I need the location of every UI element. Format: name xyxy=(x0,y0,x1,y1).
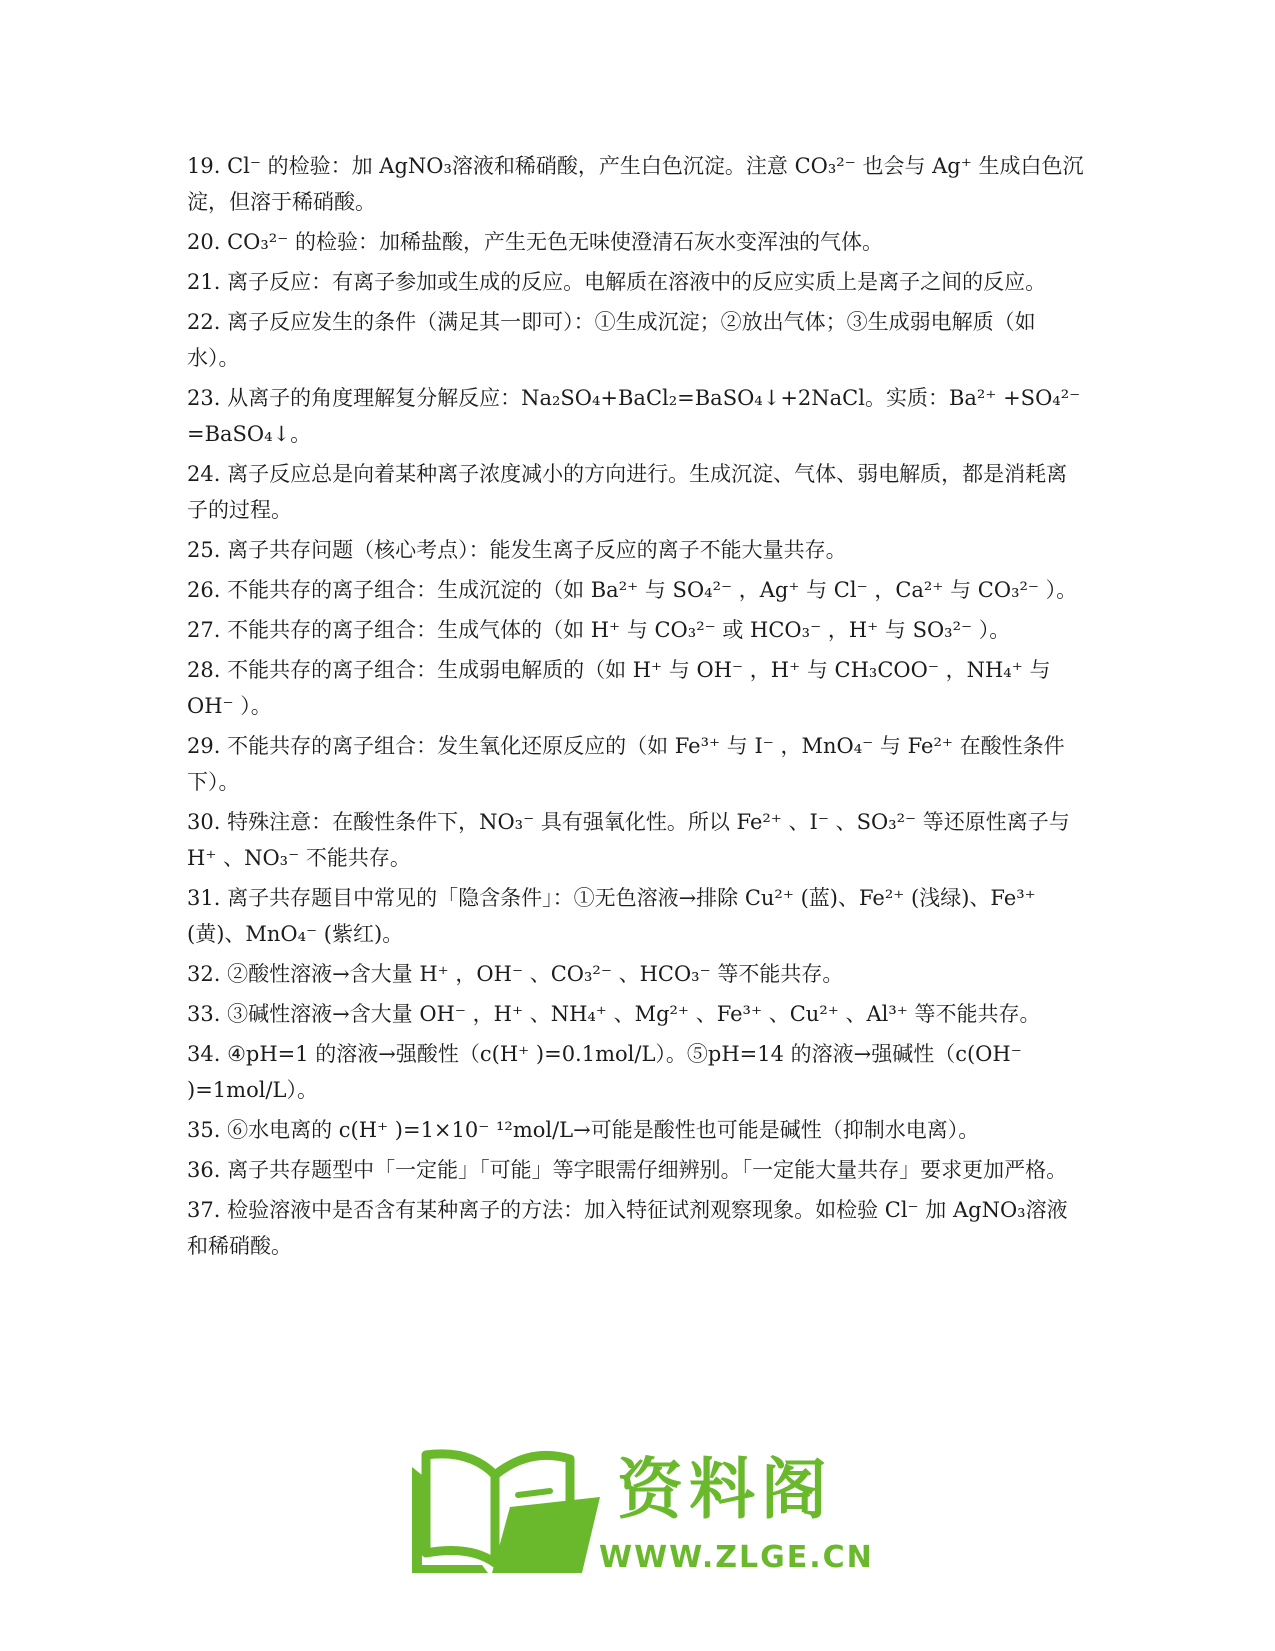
logo-wordmark: 资料阁 xyxy=(617,1451,833,1528)
logo-url: WWW.ZLGE.CN xyxy=(599,1540,874,1575)
note-item-25: 25. 离子共存问题（核心考点）：能发生离子反应的离子不能大量共存。 xyxy=(187,538,847,562)
note-item-26: 26. 不能共存的离子组合：生成沉淀的（如 Ba²⁺ 与 SO₄²⁻ ，Ag⁺ 与 Cl⁻ ，Ca²⁺ 与 CO₃²⁻ ）。 xyxy=(187,578,1078,602)
note-item-22: 22. 离子反应发生的条件（满足其一即可）：①生成沉淀；②放出气体；③生成弱电解质（如水）。 xyxy=(187,310,1036,370)
note-item-31: 31. 离子共存题目中常见的「隐含条件」：①无色溶液→排除 Cu²⁺ (蓝)、Fe²⁺ (浅绿)、Fe³⁺ (黄)、MnO₄⁻ (紫红)。 xyxy=(187,886,1036,946)
note-item-36: 36. 离子共存题型中「一定能」「可能」等字眼需仔细辨别。「一定能大量共存」要求更加严格。 xyxy=(187,1158,1068,1182)
note-item-28: 28. 不能共存的离子组合：生成弱电解质的（如 H⁺ 与 OH⁻ ，H⁺ 与 CH₃COO⁻ ，NH₄⁺ 与 OH⁻ ）。 xyxy=(187,658,1051,718)
note-item-24: 24. 离子反应总是向着某种离子浓度减小的方向进行。生成沉淀、气体、弱电解质，都是消耗离子的过程。 xyxy=(187,462,1068,522)
notes-list xyxy=(187,148,1087,1268)
note-item-23: 23. 从离子的角度理解复分解反应：Na₂SO₄+BaCl₂=BaSO₄↓+2NaCl。实质：Ba²⁺ +SO₄²⁻ =BaSO₄↓。 xyxy=(187,386,1081,446)
note-item-30: 30. 特殊注意：在酸性条件下，NO₃⁻ 具有强氧化性。所以 Fe²⁺ 、I⁻ 、SO₃²⁻ 等还原性离子与 H⁺ 、NO₃⁻ 不能共存。 xyxy=(187,810,1070,870)
note-item-32: 32. ②酸性溶液→含大量 H⁺ ，OH⁻ 、CO₃²⁻ 、HCO₃⁻ 等不能共存。 xyxy=(187,962,844,986)
note-item-37: 37. 检验溶液中是否含有某种离子的方法：加入特征试剂观察现象。如检验 Cl⁻ 加 AgNO₃溶液和稀硝酸。 xyxy=(187,1198,1068,1258)
note-item-35: 35. ⑥水电离的 c(H⁺ )=1×10⁻ ¹²mol/L→可能是酸性也可能是碱性（抑制水电离）。 xyxy=(187,1118,980,1142)
note-item-21: 21. 离子反应：有离子参加或生成的反应。电解质在溶液中的反应实质上是离子之间的反应。 xyxy=(187,270,1047,294)
note-item-19: 19. Cl⁻ 的检验：加 AgNO₃溶液和稀硝酸，产生白色沉淀。注意 CO₃²⁻ 也会与 Ag⁺ 生成白色沉淀，但溶于稀硝酸。 xyxy=(187,154,1084,214)
note-item-27: 27. 不能共存的离子组合：生成气体的（如 H⁺ 与 CO₃²⁻ 或 HCO₃⁻ ，H⁺ 与 SO₃²⁻ ）。 xyxy=(187,618,1011,642)
note-item-34: 34. ④pH=1 的溶液→强酸性（c(H⁺ )=0.1mol/L）。⑤pH=14 的溶液→强碱性（c(OH⁻ )=1mol/L）。 xyxy=(187,1042,1022,1102)
note-item-33: 33. ③碱性溶液→含大量 OH⁻ ，H⁺ 、NH₄⁺ 、Mg²⁺ 、Fe³⁺ 、Cu²⁺ 、Al³⁺ 等不能共存。 xyxy=(187,1002,1041,1026)
note-item-29: 29. 不能共存的离子组合：发生氧化还原反应的（如 Fe³⁺ 与 I⁻ ，MnO₄⁻ 与 Fe²⁺ 在酸性条件下）。 xyxy=(187,734,1065,794)
note-item-20: 20. CO₃²⁻ 的检验：加稀盐酸，产生无色无味使澄清石灰水变浑浊的气体。 xyxy=(187,230,883,254)
